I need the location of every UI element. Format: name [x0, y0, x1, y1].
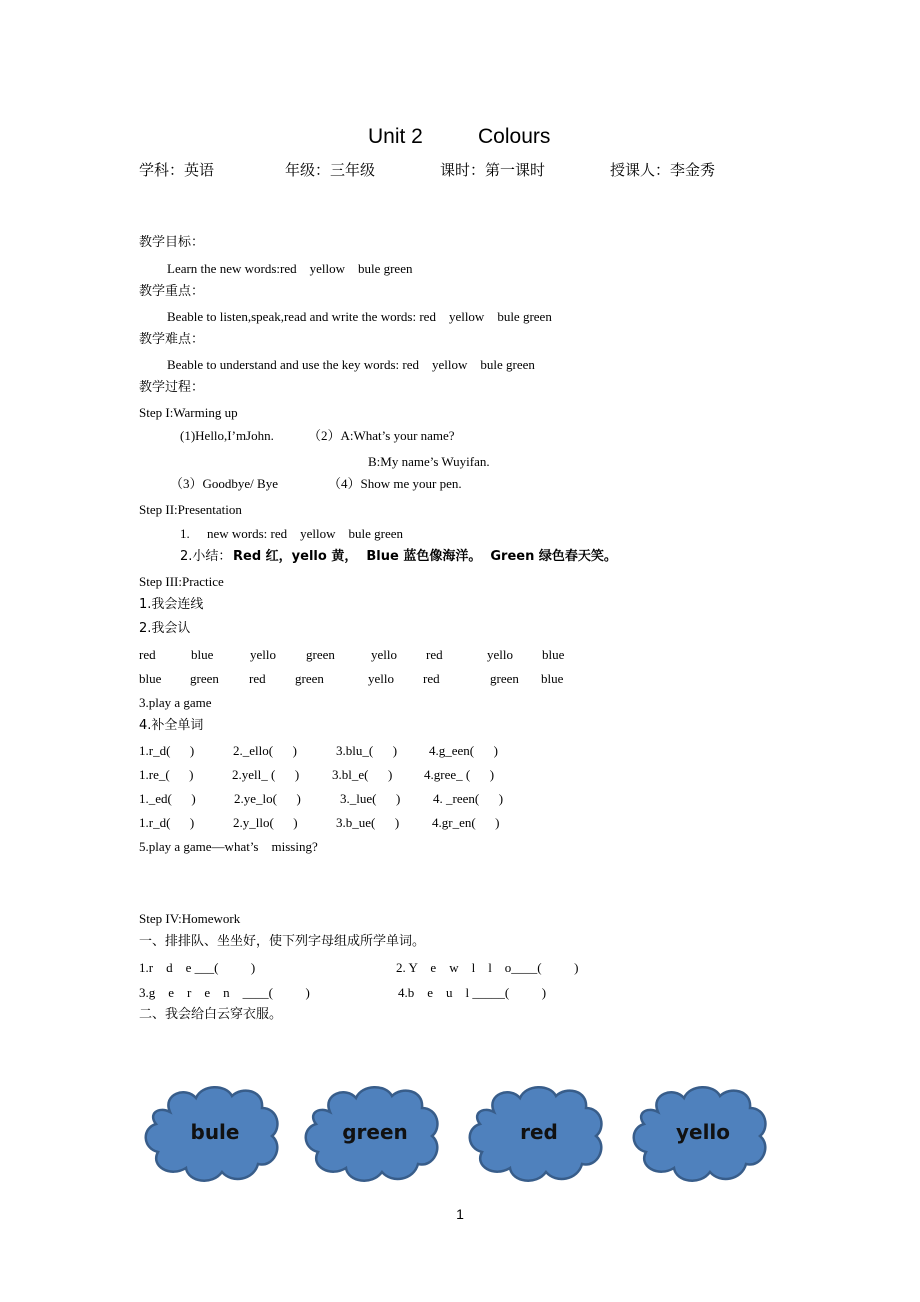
fill-cell: 1.re_( ): [139, 767, 194, 782]
fill-cell: 2.yell_ ( ): [232, 767, 300, 782]
cloud-label: bule: [190, 1120, 240, 1144]
step2-item1-text: new words: red yellow bule green: [207, 526, 404, 541]
step2-item1-num: 1.: [180, 526, 190, 541]
word-cell: yello: [368, 671, 394, 686]
word-cell: red: [139, 647, 156, 662]
fill-cell: 3.blu_( ): [336, 743, 398, 758]
homework-item: 2. Y e w l l o____( ): [396, 960, 579, 975]
key-heading: 教学重点：: [139, 284, 205, 299]
cloud-label: yello: [675, 1120, 731, 1144]
unit-label: Unit 2: [368, 125, 423, 148]
word-cell: red: [426, 647, 443, 662]
homework-item: 4.b e u l _____( ): [398, 985, 547, 1000]
word-cell: yello: [487, 647, 513, 662]
teacher-label: 授课人：李金秀: [610, 161, 716, 179]
step1-item3: （3）Goodbye/ Bye: [170, 476, 278, 491]
fill-cell: 3._lue( ): [340, 791, 401, 806]
step3-part3: 3.play a game: [139, 695, 212, 710]
cloud-label: green: [342, 1120, 408, 1144]
fill-cell: 1.r_d( ): [139, 743, 195, 758]
difficulty-text: Beable to understand and use the key words: red yellow bule green: [167, 357, 535, 372]
cloud-green: [300, 1080, 450, 1190]
word-cell: blue: [191, 647, 214, 662]
step2-heading: Step II:Presentation: [139, 502, 242, 517]
step3-part1: 1.我会连线: [139, 597, 204, 612]
cloud-label: red: [520, 1120, 558, 1144]
fill-cell: 4. _reen( ): [433, 791, 504, 806]
fill-cell: 2.y_llo( ): [233, 815, 298, 830]
homework-item: 3.g e r e n ____( ): [139, 985, 310, 1000]
fill-cell: 2.ye_lo( ): [234, 791, 301, 806]
word-cell: green: [190, 671, 219, 686]
step4-task1: 一、排排队、坐坐好，使下列字母组成所学单词。: [139, 934, 426, 949]
word-cell: blue: [541, 671, 564, 686]
word-cell: green: [306, 647, 335, 662]
fill-cell: 4.g_een( ): [429, 743, 498, 758]
fill-cell: 3.bl_e( ): [332, 767, 393, 782]
step1-item2a: （2）A:What’s your name?: [308, 428, 455, 443]
fill-cell: 4.gree_ ( ): [424, 767, 495, 782]
fill-cell: 1.r_d( ): [139, 815, 195, 830]
word-cell: yello: [371, 647, 397, 662]
fill-cell: 1._ed( ): [139, 791, 196, 806]
goal-heading: 教学目标：: [139, 235, 205, 250]
step3-part5: 5.play a game—what’s missing?: [139, 839, 318, 854]
word-cell: red: [249, 671, 266, 686]
step4-task2: 二、我会给白云穿衣服。: [139, 1007, 283, 1022]
word-cell: yello: [250, 647, 276, 662]
cloud-yello: [628, 1080, 778, 1190]
grade-label: 年级：三年级: [285, 161, 376, 179]
word-cell: green: [490, 671, 519, 686]
cloud-bule: [140, 1080, 290, 1190]
process-heading: 教学过程：: [139, 380, 205, 395]
step1-heading: Step I:Warming up: [139, 405, 238, 420]
unit-name: Colours: [478, 125, 551, 148]
period-label: 课时：第一课时: [440, 161, 546, 179]
word-cell: blue: [139, 671, 162, 686]
homework-item: 1.r d e ___( ): [139, 960, 256, 975]
step3-part4: 4.补全单词: [139, 718, 204, 733]
key-text: Beable to listen,speak,read and write the words: red yellow bule green: [167, 309, 552, 324]
step1-item4: （4）Show me your pen.: [328, 476, 462, 491]
fill-cell: 2._ello( ): [233, 743, 297, 758]
step3-heading: Step III:Practice: [139, 574, 224, 589]
page-number: 1: [456, 1206, 464, 1222]
step3-part2: 2.我会认: [139, 621, 191, 636]
step1-item1: (1)Hello,I’mJohn.: [180, 428, 274, 443]
step1-item2b: B:My name’s Wuyifan.: [368, 454, 490, 469]
difficulty-heading: 教学难点：: [139, 332, 205, 347]
word-cell: blue: [542, 647, 565, 662]
cloud-red: [464, 1080, 614, 1190]
subject-label: 学科：英语: [139, 161, 215, 179]
fill-cell: 3.b_ue( ): [336, 815, 400, 830]
step4-heading: Step IV:Homework: [139, 911, 241, 926]
fill-cell: 4.gr_en( ): [432, 815, 500, 830]
word-cell: red: [423, 671, 440, 686]
word-cell: green: [295, 671, 324, 686]
step2-item2-summary: Red 红，yello 黄， Blue 蓝色像海洋。 Green 绿色春天笑。: [233, 549, 617, 564]
goal-text: Learn the new words:red yellow bule green: [167, 261, 413, 276]
step2-item2-prefix: 2.小结：: [180, 549, 232, 564]
